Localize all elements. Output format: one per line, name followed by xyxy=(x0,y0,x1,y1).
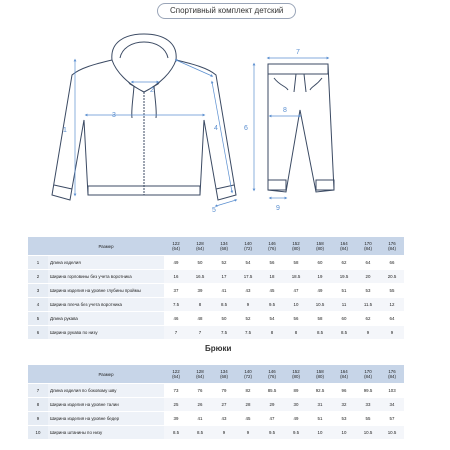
measurement-value: 8.5 xyxy=(212,298,236,312)
measurement-value: 8 xyxy=(260,326,284,340)
measurement-value: 92.5 xyxy=(308,384,332,398)
measurement-value: 50 xyxy=(212,312,236,326)
measurement-value: 8.5 xyxy=(332,326,356,340)
measurement-value: 17.5 xyxy=(236,270,260,284)
measurement-value: 9 xyxy=(236,298,260,312)
measurement-value: 10.5 xyxy=(380,426,404,440)
measurement-value: 39 xyxy=(188,284,212,298)
row-number: 7 xyxy=(28,384,48,398)
measurement-value: 11.5 xyxy=(356,298,380,312)
page-title: Спортивный комплект детский xyxy=(157,3,296,19)
measurement-value: 45 xyxy=(236,412,260,426)
measurement-value: 43 xyxy=(212,412,236,426)
measurement-value: 7 xyxy=(164,326,188,340)
measurement-value: 56 xyxy=(284,312,308,326)
measurement-value: 73 xyxy=(164,384,188,398)
measurement-value: 10 xyxy=(284,298,308,312)
measurement-name: Ширина изделия на уровне талии xyxy=(48,398,164,412)
table-row xyxy=(28,298,404,312)
measurement-value: 46 xyxy=(164,312,188,326)
table-row xyxy=(28,312,404,326)
measurement-value: 7.5 xyxy=(212,326,236,340)
measurement-value: 45 xyxy=(260,284,284,298)
table-row xyxy=(28,284,404,298)
table-row xyxy=(28,426,404,440)
measurement-value: 37 xyxy=(164,284,188,298)
measurement-value: 7.5 xyxy=(164,298,188,312)
measurement-value: 27 xyxy=(212,398,236,412)
measure-label-8: 8 xyxy=(283,107,287,114)
measurement-value: 103 xyxy=(380,384,404,398)
measurement-value: 8.5 xyxy=(308,326,332,340)
measurement-value: 55 xyxy=(380,284,404,298)
measurement-value: 82 xyxy=(236,384,260,398)
measurement-value: 19 xyxy=(308,270,332,284)
measurement-value: 8.5 xyxy=(164,426,188,440)
measurement-value: 64 xyxy=(356,256,380,270)
measurement-value: 99.5 xyxy=(356,384,380,398)
table-row xyxy=(28,326,404,340)
measurement-value: 49 xyxy=(164,256,188,270)
table-row xyxy=(28,384,404,398)
pants-size-table xyxy=(28,365,404,440)
measurement-value: 18.5 xyxy=(284,270,308,284)
row-number: 6 xyxy=(28,326,48,340)
measurement-value: 55 xyxy=(356,412,380,426)
measurement-value: 10.5 xyxy=(356,426,380,440)
measurement-value: 62 xyxy=(332,256,356,270)
measurement-value: 9.5 xyxy=(284,426,308,440)
measurement-value: 51 xyxy=(332,284,356,298)
measurement-value: 9.5 xyxy=(260,298,284,312)
measurement-value: 28 xyxy=(236,398,260,412)
table-row xyxy=(28,398,404,412)
measure-label-4: 4 xyxy=(214,125,218,132)
measurement-name: Ширина рукава по низу xyxy=(48,326,164,340)
measurement-value: 30 xyxy=(284,398,308,412)
measurement-name: Длина изделия xyxy=(48,256,164,270)
measurement-value: 9 xyxy=(380,326,404,340)
measurement-name: Ширина изделия на уровне бедер xyxy=(48,412,164,426)
table-row xyxy=(28,256,404,270)
measurement-value: 29 xyxy=(260,398,284,412)
measurement-value: 58 xyxy=(308,312,332,326)
measurement-value: 49 xyxy=(308,284,332,298)
measurement-value: 16.5 xyxy=(188,270,212,284)
measurement-value: 9 xyxy=(212,426,236,440)
measurement-name: Ширина штанины по низу xyxy=(48,426,164,440)
measurement-value: 48 xyxy=(188,312,212,326)
measure-label-3: 3 xyxy=(112,112,116,119)
jacket-outline xyxy=(52,34,236,200)
measurement-value: 60 xyxy=(308,256,332,270)
row-number: 5 xyxy=(28,312,48,326)
measurement-value: 9 xyxy=(236,426,260,440)
measurement-name: Длина изделия по боковому шву xyxy=(48,384,164,398)
measurement-value: 76 xyxy=(188,384,212,398)
measurement-value: 47 xyxy=(284,284,308,298)
garment-drawing xyxy=(0,20,450,235)
measurement-value: 52 xyxy=(236,312,260,326)
measurement-value: 56 xyxy=(260,256,284,270)
table-header-row: Размер 122 (64) 128 (64) 134 (68) 140 (72) 146 (76) 152 (80) 158 (80) 164 (84) 170 (84) 176 (84) xyxy=(28,237,404,256)
measurement-name: Длина рукава xyxy=(48,312,164,326)
measurement-value: 50 xyxy=(188,256,212,270)
measurement-value: 31 xyxy=(308,398,332,412)
measurement-value: 53 xyxy=(356,284,380,298)
size-header: Размер xyxy=(48,237,164,256)
measurement-value: 16 xyxy=(164,270,188,284)
measurement-value: 33 xyxy=(356,398,380,412)
table-row xyxy=(28,412,404,426)
measurement-value: 52 xyxy=(212,256,236,270)
row-number: 2 xyxy=(28,270,48,284)
pants-outline xyxy=(268,64,334,192)
measurement-value: 85.5 xyxy=(260,384,284,398)
measurement-value: 7 xyxy=(188,326,212,340)
table-row xyxy=(28,270,404,284)
measure-label-7: 7 xyxy=(296,49,300,56)
pants-table-title: Брюки xyxy=(205,344,232,353)
measurement-value: 11 xyxy=(332,298,356,312)
measurement-value: 20.5 xyxy=(380,270,404,284)
row-number: 8 xyxy=(28,398,48,412)
measurement-value: 62 xyxy=(356,312,380,326)
size-header: Размер xyxy=(48,365,164,384)
table-header-row: Размер 122 (64) 128 (64) 134 (68) 140 (72) 146 (76) 152 (80) 158 (80) 164 (84) 170 (84) 176 (84) xyxy=(28,365,404,384)
row-number: 9 xyxy=(28,412,48,426)
measurement-value: 19.5 xyxy=(332,270,356,284)
measurement-value: 26 xyxy=(188,398,212,412)
measurement-value: 60 xyxy=(332,312,356,326)
measurement-value: 10 xyxy=(308,426,332,440)
row-number: 1 xyxy=(28,256,48,270)
measure-label-2: 2 xyxy=(150,87,154,94)
measurement-value: 89 xyxy=(284,384,308,398)
measurement-value: 66 xyxy=(380,256,404,270)
measurement-value: 51 xyxy=(308,412,332,426)
measurement-value: 49 xyxy=(284,412,308,426)
measurement-value: 10.5 xyxy=(308,298,332,312)
measurement-value: 9.5 xyxy=(260,426,284,440)
measure-label-9: 9 xyxy=(276,205,280,212)
measurement-value: 7.5 xyxy=(236,326,260,340)
measurement-name: Ширина горловины без учета воротника xyxy=(48,270,164,284)
measurement-value: 54 xyxy=(260,312,284,326)
measurement-value: 64 xyxy=(380,312,404,326)
measurement-value: 57 xyxy=(380,412,404,426)
measurement-name: Ширина плеча без учета воротника xyxy=(48,298,164,312)
measurement-value: 47 xyxy=(260,412,284,426)
measurement-value: 12 xyxy=(380,298,404,312)
measure-label-5: 5 xyxy=(212,207,216,214)
measurement-value: 54 xyxy=(236,256,260,270)
measurement-name: Ширина изделия на уровне глубины проймы xyxy=(48,284,164,298)
measure-label-1: 1 xyxy=(63,127,67,134)
measurement-value: 17 xyxy=(212,270,236,284)
measurement-value: 34 xyxy=(380,398,404,412)
measurement-value: 10 xyxy=(332,426,356,440)
measurement-value: 41 xyxy=(212,284,236,298)
measurement-value: 18 xyxy=(260,270,284,284)
jacket-size-table xyxy=(28,237,404,340)
measurement-value: 25 xyxy=(164,398,188,412)
measurement-value: 53 xyxy=(332,412,356,426)
row-number: 10 xyxy=(28,426,48,440)
measurement-value: 41 xyxy=(188,412,212,426)
measurement-value: 8.5 xyxy=(188,426,212,440)
measurement-value: 96 xyxy=(332,384,356,398)
measurement-value: 20 xyxy=(356,270,380,284)
measurement-value: 43 xyxy=(236,284,260,298)
measurement-value: 8 xyxy=(188,298,212,312)
measurement-value: 8 xyxy=(284,326,308,340)
row-number: 3 xyxy=(28,284,48,298)
measurement-value: 79 xyxy=(212,384,236,398)
measurement-value: 39 xyxy=(164,412,188,426)
measurement-value: 58 xyxy=(284,256,308,270)
measurement-value: 9 xyxy=(356,326,380,340)
measurement-value: 32 xyxy=(332,398,356,412)
row-number: 4 xyxy=(28,298,48,312)
measure-label-6: 6 xyxy=(244,125,248,132)
